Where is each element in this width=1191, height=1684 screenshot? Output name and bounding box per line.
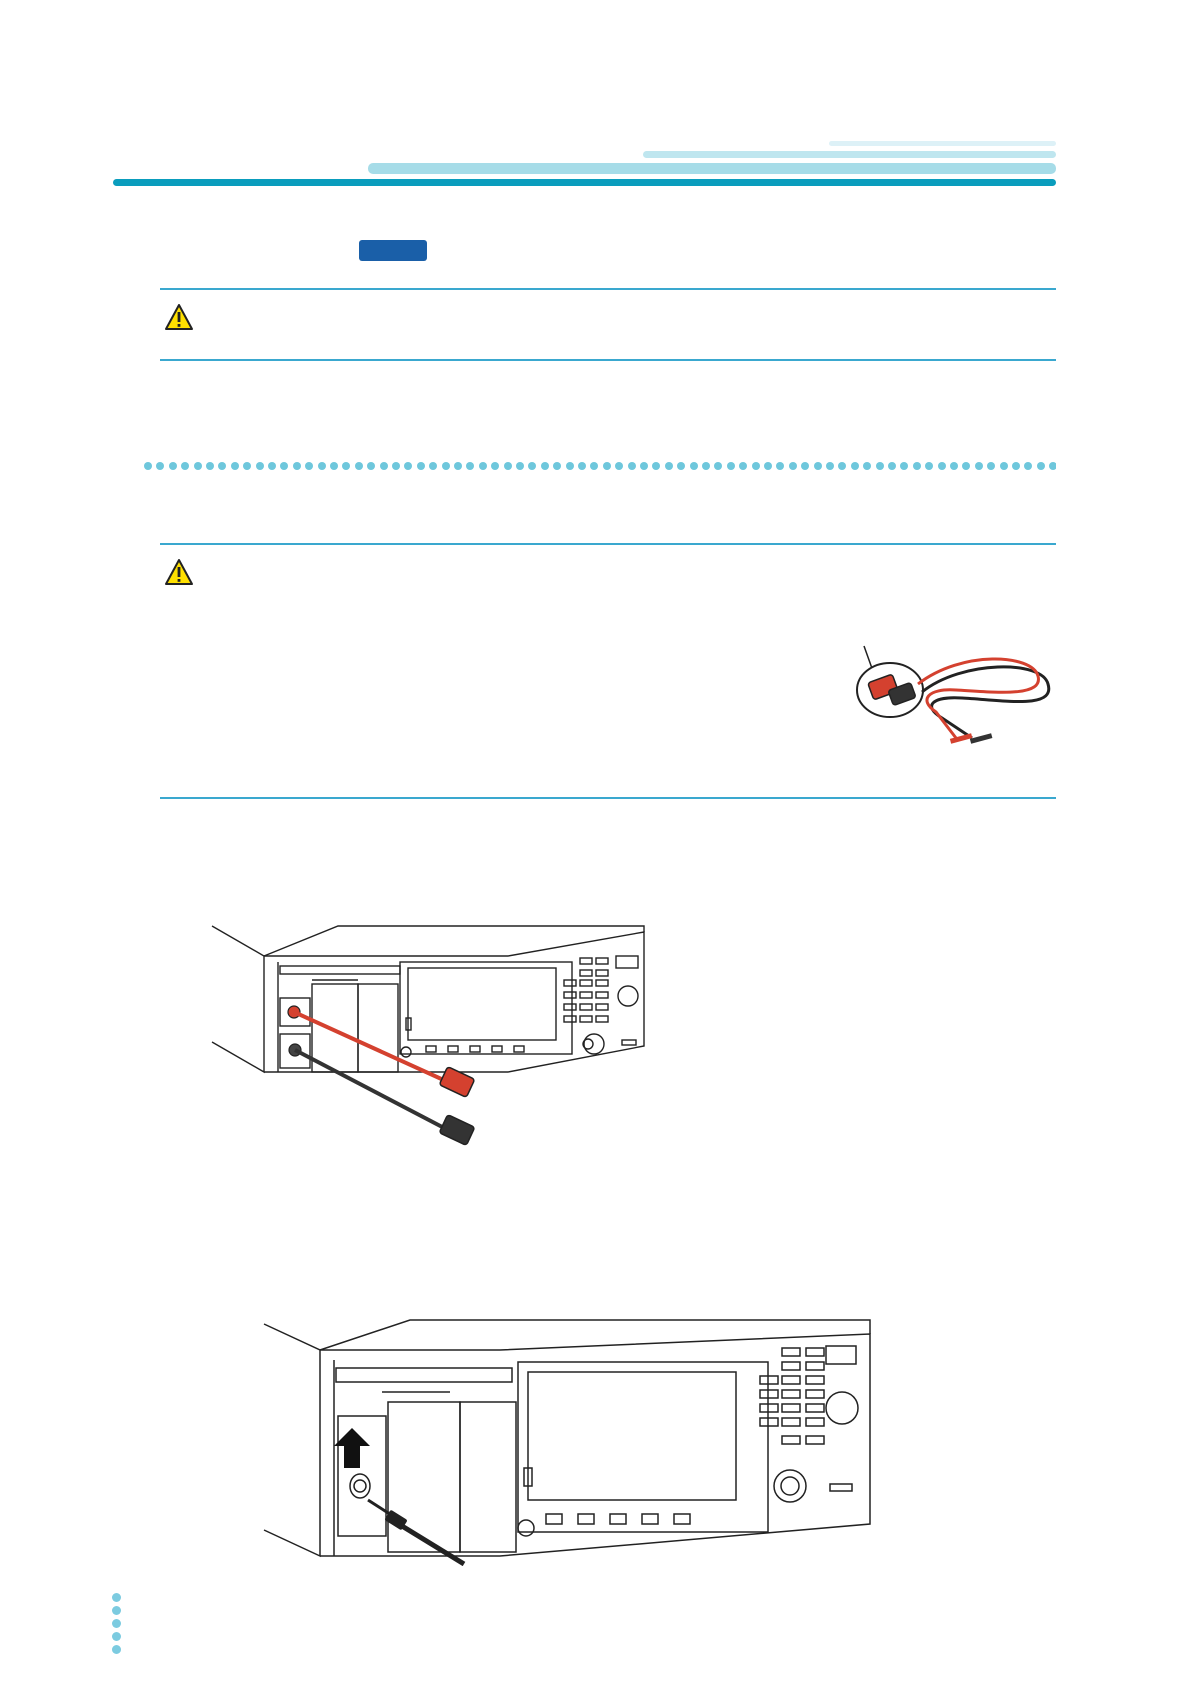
separator-dot <box>826 462 834 470</box>
separator-dot <box>268 462 276 470</box>
separator-dot <box>702 462 710 470</box>
separator-dot <box>764 462 772 470</box>
instrument-cover-slide-illustration <box>260 1318 876 1566</box>
separator-dot <box>665 462 673 470</box>
separator-dot <box>454 462 462 470</box>
separator-dot <box>789 462 797 470</box>
warning-triangle-icon <box>164 558 194 586</box>
header-bar-pale <box>643 151 1056 158</box>
separator-dot <box>652 462 660 470</box>
separator-dot <box>293 462 301 470</box>
separator-dot <box>541 462 549 470</box>
separator-dot <box>169 462 177 470</box>
margin-dot <box>112 1593 121 1602</box>
separator-dot <box>851 462 859 470</box>
separator-dot <box>206 462 214 470</box>
warning-triangle-icon <box>164 303 194 331</box>
separator-dot <box>566 462 574 470</box>
dotted-separator <box>144 462 1056 472</box>
separator-dot <box>144 462 152 470</box>
separator-dot <box>417 462 425 470</box>
separator-dot <box>640 462 648 470</box>
separator-dot <box>466 462 474 470</box>
header-bar-very-pale <box>829 141 1056 146</box>
warning-rule-bottom-1 <box>160 359 1056 361</box>
test-leads-illustration <box>852 640 1060 752</box>
separator-dot <box>280 462 288 470</box>
separator-dot <box>925 462 933 470</box>
separator-dot <box>801 462 809 470</box>
separator-dot <box>590 462 598 470</box>
separator-dot <box>355 462 363 470</box>
separator-dot <box>900 462 908 470</box>
separator-dot <box>975 462 983 470</box>
separator-dot <box>243 462 251 470</box>
separator-dot <box>404 462 412 470</box>
separator-dot <box>677 462 685 470</box>
separator-dot <box>714 462 722 470</box>
separator-dot <box>603 462 611 470</box>
separator-dot <box>330 462 338 470</box>
margin-dot <box>112 1645 121 1654</box>
margin-dot <box>112 1606 121 1615</box>
instrument-with-leads-illustration <box>208 922 658 1152</box>
separator-dot <box>256 462 264 470</box>
separator-dot <box>194 462 202 470</box>
separator-dot <box>863 462 871 470</box>
separator-dot <box>838 462 846 470</box>
separator-dot <box>442 462 450 470</box>
separator-dot <box>776 462 784 470</box>
separator-dot <box>739 462 747 470</box>
header-bar-main <box>113 179 1056 186</box>
separator-dot <box>1024 462 1032 470</box>
warning-rule-bottom-2 <box>160 797 1056 799</box>
separator-dot <box>367 462 375 470</box>
separator-dot <box>491 462 499 470</box>
separator-dot <box>752 462 760 470</box>
separator-dot <box>429 462 437 470</box>
separator-dot <box>1049 462 1056 470</box>
separator-dot <box>1037 462 1045 470</box>
separator-dot <box>615 462 623 470</box>
separator-dot <box>318 462 326 470</box>
separator-dot <box>578 462 586 470</box>
separator-dot <box>727 462 735 470</box>
separator-dot <box>962 462 970 470</box>
separator-dot <box>938 462 946 470</box>
separator-dot <box>380 462 388 470</box>
warning-rule-top-1 <box>160 288 1056 290</box>
separator-dot <box>1000 462 1008 470</box>
separator-dot <box>628 462 636 470</box>
separator-dot <box>516 462 524 470</box>
separator-dot <box>181 462 189 470</box>
separator-dot <box>553 462 561 470</box>
separator-dot <box>913 462 921 470</box>
section-badge <box>359 240 427 261</box>
separator-dot <box>888 462 896 470</box>
margin-dot <box>112 1619 121 1628</box>
separator-dot <box>814 462 822 470</box>
separator-dot <box>1012 462 1020 470</box>
header-bar-light <box>368 163 1056 174</box>
separator-dot <box>156 462 164 470</box>
separator-dot <box>392 462 400 470</box>
margin-dot <box>112 1632 121 1641</box>
separator-dot <box>305 462 313 470</box>
separator-dot <box>479 462 487 470</box>
warning-rule-top-2 <box>160 543 1056 545</box>
separator-dot <box>876 462 884 470</box>
separator-dot <box>218 462 226 470</box>
separator-dot <box>504 462 512 470</box>
separator-dot <box>950 462 958 470</box>
separator-dot <box>690 462 698 470</box>
separator-dot <box>987 462 995 470</box>
separator-dot <box>528 462 536 470</box>
separator-dot <box>342 462 350 470</box>
separator-dot <box>231 462 239 470</box>
